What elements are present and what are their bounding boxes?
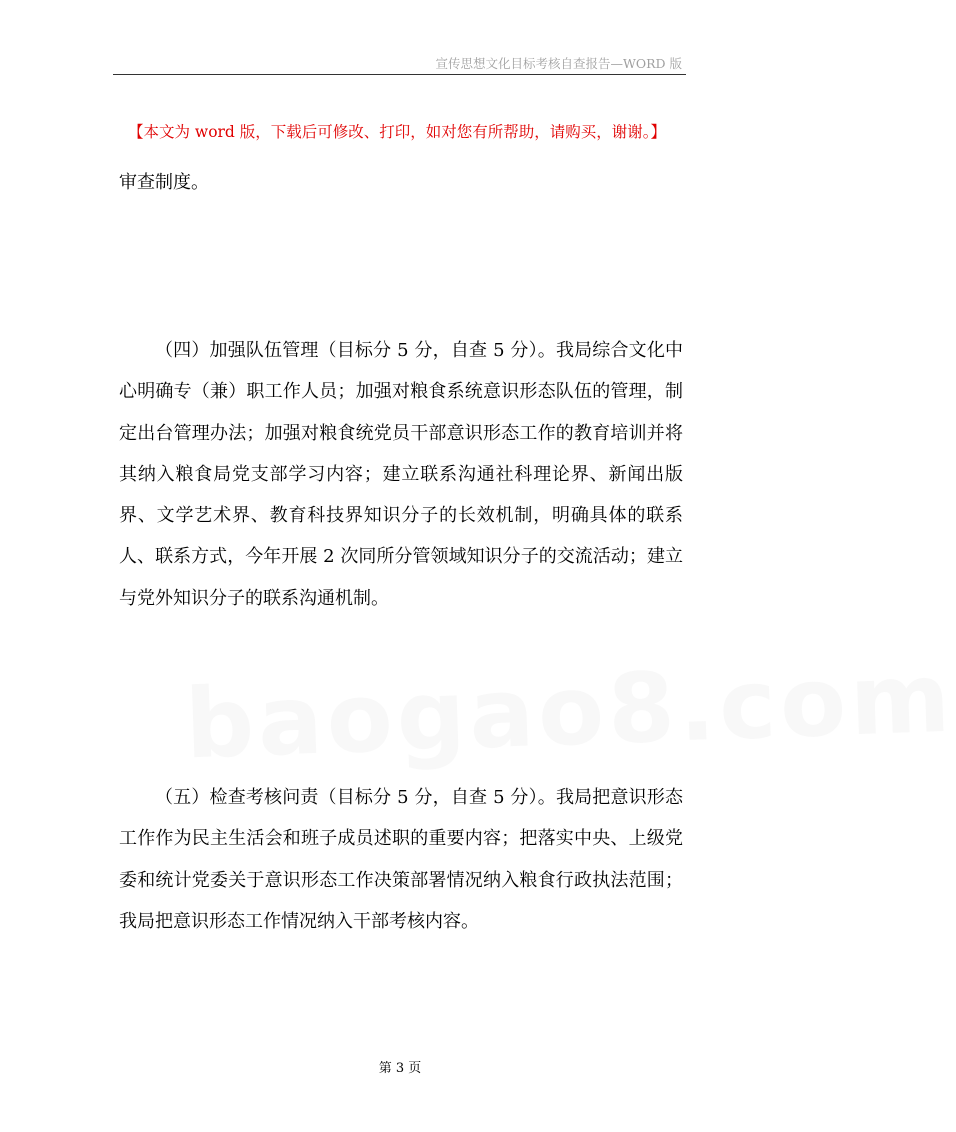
body-paragraph: （五）检查考核问责（目标分 5 分，自查 5 分）。我局把意识形态工作作为民主生活会和班子成员述职的重要内容；把落实中央、上级党委和统计党委关于意识形态工作决策部署情况纳入粮食行政执法范围；我局把意识形态工作情况纳入干部考核内容。 (119, 787, 683, 932)
watermark: baogao8.com (183, 641, 956, 781)
download-notice: 【本文为 word 版，下载后可修改、打印，如对您有所帮助，请购买，谢谢。】 (128, 123, 667, 141)
body-paragraph: （四）加强队伍管理（目标分 5 分，自查 5 分）。我局综合文化中心明确专（兼）职工作人员；加强对粮食系统意识形态队伍的管理，制定出台管理办法；加强对粮食统党员干部意识形态工作的教育培训并将其纳入粮食局党支部学习内容；建立联系沟通社科理论界、新闻出版界、文学艺术界、教育科技界知识分子的长效机制，明确具体的联系人、联系方式，今年开展 2 次同所分管领域知识分子的交流活动；建立与党外知识分子的联系沟通机制。 (119, 340, 683, 609)
page-number: 第 3 页 (378, 1061, 422, 1076)
running-header: 宣传思想文化目标考核自查报告—WORD 版 (435, 56, 682, 71)
header-divider (113, 74, 686, 75)
body-paragraph: 审查制度。 (119, 172, 209, 193)
